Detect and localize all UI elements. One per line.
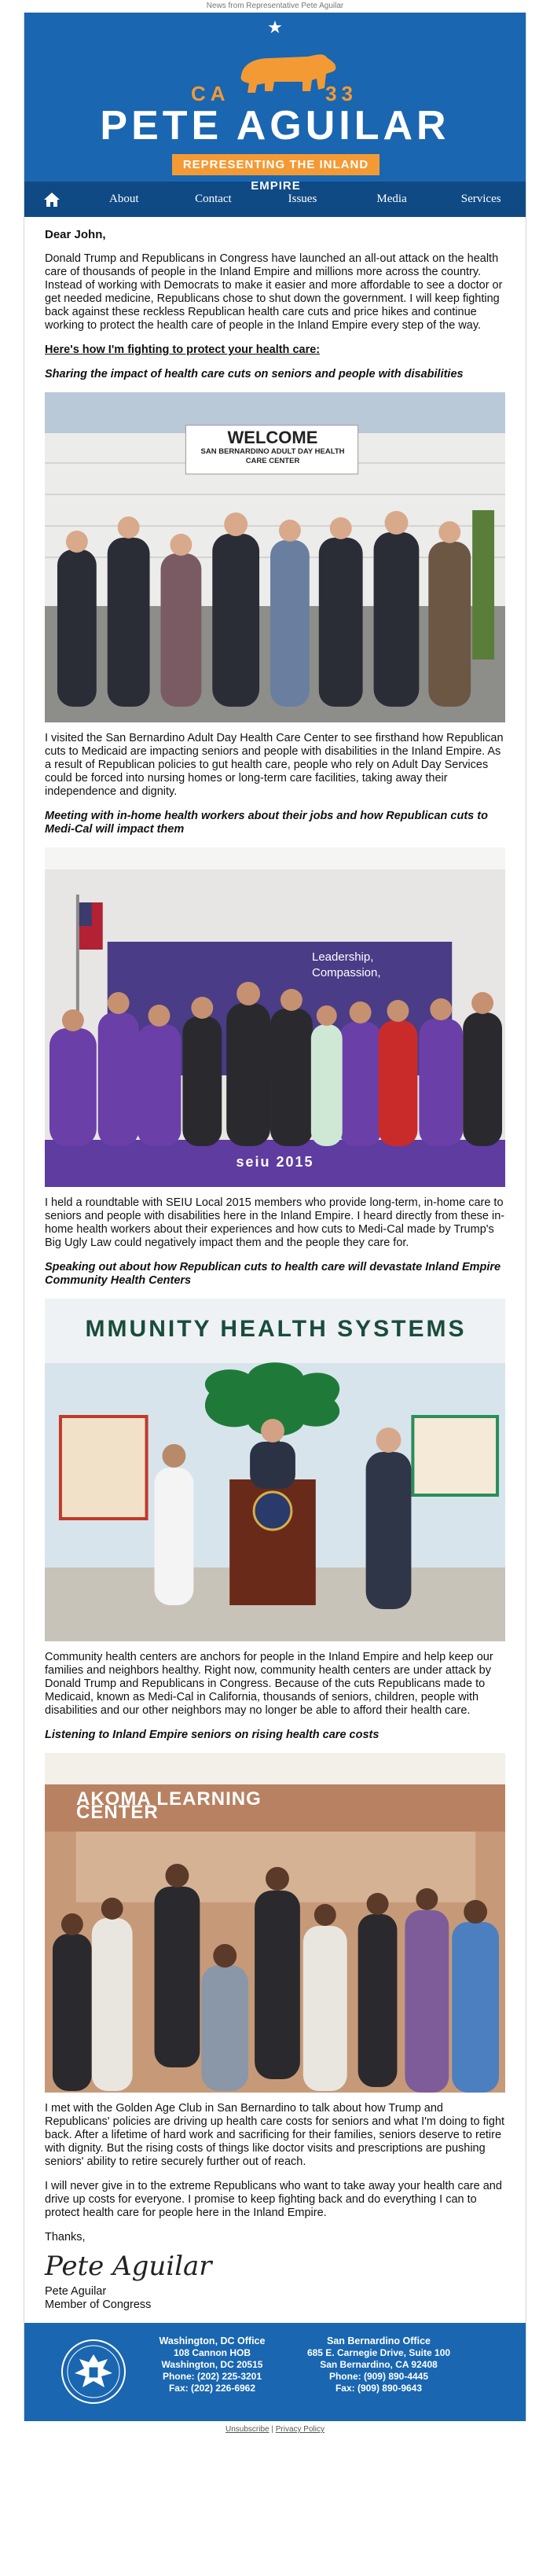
sign-name: Pete Aguilar <box>45 2285 107 2298</box>
fighting-heading: Here's how I'm fighting to protect your health care: <box>45 344 321 356</box>
photo-table-banner: seiu 2015 <box>236 1154 314 1170</box>
section-paragraph: I met with the Golden Age Club in San Bernardino to talk about how Trump and Republicans' policies are driving up health care costs for seniors and what I'm doing to fight back. After a lifetime of hard work and sacrificing for their families, seniors deserve to retire with dignity. But the rising costs of things like doctor visits and prescriptions are pushing seniors' ability to retire securely further out of reach. <box>45 2102 505 2168</box>
state-label: CA <box>191 82 230 105</box>
nav-about[interactable]: About <box>109 193 139 205</box>
section-heading: Listening to Inland Empire seniors on rising health care costs <box>45 1729 380 1741</box>
preheader: News from Representative Pete Aguilar <box>206 2 344 10</box>
congressional-seal-icon <box>60 2339 126 2405</box>
email-body <box>24 217 526 2312</box>
california-bear-icon <box>235 44 339 101</box>
section-heading: Meeting with in-home health workers about their jobs and how Republican cuts to Medi-Cal will impact them <box>45 810 488 836</box>
intro-paragraph: Donald Trump and Republicans in Congress have launched an all-out attack on the health care of thousands of people in the Inland Empire and millions more across the country. Instead of working with Democrats to make it easier and more affordable to see a doctor or get needed medicine, Republicans chose to shut down the government. I will keep fighting back against these reckless Republican health care cuts and price hikes and continue working to protect the health care of people in the Inland Empire every step of the way. <box>45 252 503 332</box>
representative-name: PETE AGUILAR <box>100 103 450 149</box>
section-paragraph: Community health centers are anchors for people in the Inland Empire and help keep our families and neighbors healthy. Right now, community health centers are under attack by Donald Trump and Republicans in Congress. Because of the cuts Republicans made to Medicaid, known as Medi-Cal in California, thousands of seniors, children, people with disabilities and our other neighbors may no longer be able to afford their health care. <box>45 1651 493 1717</box>
photo-golden-age-club <box>45 1753 505 2093</box>
link-separator: | <box>271 2425 273 2434</box>
email-container <box>24 13 526 2421</box>
sign-title: Member of Congress <box>45 2299 152 2311</box>
home-icon <box>43 192 60 208</box>
header-banner <box>24 13 526 193</box>
dc-office: Washington, DC Office 108 Cannon HOB Washington, DC 20515 Phone: (202) 225-3201 Fax: (202) 226-6962 <box>159 2335 266 2394</box>
thanks: Thanks, <box>45 2231 86 2243</box>
greeting: Dear John, <box>45 228 106 241</box>
photo-seiu-roundtable <box>45 847 505 1187</box>
star-icon: ★ <box>267 17 283 37</box>
photo-sign-welcome: WELCOME SAN BERNARDINO ADULT DAY HEALTH CARE CENTER <box>200 428 345 465</box>
sb-office: San Bernardino Office 685 E. Carnegie Drive, Suite 100 San Bernardino, CA 92408 Phone: (909) 890-4445 Fax: (909) 890-9643 <box>306 2335 451 2394</box>
nav-home[interactable] <box>24 192 79 208</box>
nav-issues[interactable]: Issues <box>288 193 317 205</box>
photo-adult-day-center <box>45 392 505 722</box>
section-heading: Sharing the impact of health care cuts on seniors and people with disabilities <box>45 368 464 380</box>
signature: Pete Aguilar <box>45 2251 212 2282</box>
section-paragraph: I held a roundtable with SEIU Local 2015 members who provide long-term, in-home care to seniors and people with disabilities here in the Inland Empire. I heard directly from these in-home health workers about their experiences and how cuts to Medi-Cal made by Trump's Big Ugly Law could negatively impact them and the people they care for. <box>45 1196 505 1249</box>
section-heading: Speaking out about how Republican cuts to health care will devastate Inland Empire Community Health Centers <box>45 1261 501 1287</box>
footer <box>24 2323 526 2421</box>
nav-media[interactable]: Media <box>376 193 407 205</box>
closing-paragraph: I will never give in to the extreme Republicans who want to take away your health care and drive up costs for everyone. I promise to keep fighting back and do everything I can to protect health care for people here in the Inland Empire. <box>45 2180 502 2219</box>
nav-services[interactable]: Services <box>460 193 501 205</box>
tagline: REPRESENTING THE INLAND EMPIRE <box>172 154 380 175</box>
privacy-policy-link[interactable]: Privacy Policy <box>275 2425 324 2434</box>
photo-banner-text: Leadership, Compassion, <box>312 950 381 979</box>
photo-building-sign: MMUNITY HEALTH SYSTEMS <box>85 1316 467 1342</box>
nav-contact[interactable]: Contact <box>195 193 232 205</box>
bottom-links <box>0 2421 550 2442</box>
photo-community-health <box>45 1299 505 1641</box>
section-paragraph: I visited the San Bernardino Adult Day Health Care Center to see firsthand how Republican cuts to Medicaid are impacting seniors and people with disabilities in the Inland Empire. As a result of Republican policies to gut health care, people who rely on Adult Day Services could be forced into nursing homes or long-term care facilities, taking away their independence and dignity. <box>45 732 504 798</box>
district-label: 33 <box>325 82 358 105</box>
unsubscribe-link[interactable]: Unsubscribe <box>225 2425 270 2434</box>
photo-center-sign: AKOMA LEARNING CENTER <box>76 1788 262 1823</box>
